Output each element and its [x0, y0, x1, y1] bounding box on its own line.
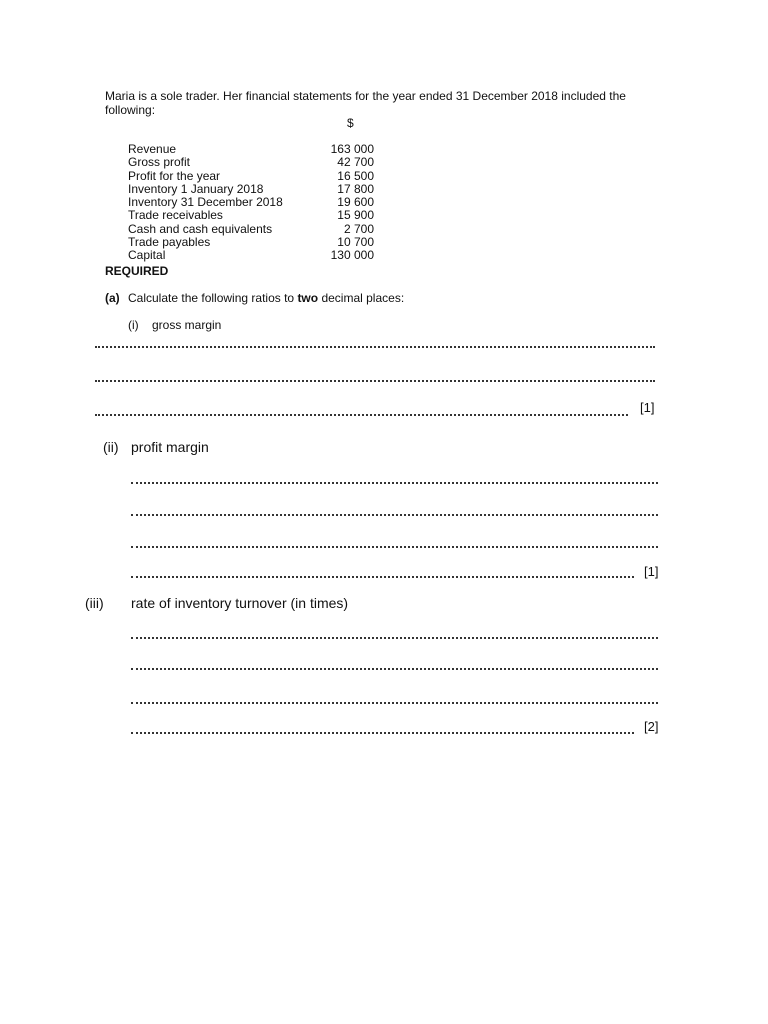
statement-label: Trade receivables	[128, 208, 223, 223]
statement-label: Profit for the year	[128, 168, 221, 183]
statement-label: Gross profit	[128, 155, 191, 170]
financial-statement-table	[128, 143, 374, 263]
part-a-text-bold: two	[297, 291, 319, 305]
statement-label: Revenue	[128, 142, 177, 156]
statement-label: Inventory 31 December 2018	[128, 195, 283, 210]
statement-row-gross-profit	[128, 156, 374, 169]
statement-value: 10 700	[337, 235, 374, 250]
question-label: (iii)	[85, 595, 104, 611]
answer-line-iii-1[interactable]	[131, 637, 658, 639]
answer-line-iii-2[interactable]	[131, 668, 658, 670]
question-label: (ii)	[103, 439, 119, 455]
answer-line-ii-2[interactable]	[131, 514, 658, 516]
answer-line-i-1[interactable]	[95, 346, 655, 348]
statement-value: 2 700	[343, 221, 374, 236]
answer-line-ii-1[interactable]	[131, 482, 658, 484]
part-a-text-before: Calculate the following ratios to	[128, 291, 298, 305]
mark-allocation: [1]	[640, 400, 655, 415]
statement-value: 130 000	[330, 248, 374, 263]
statement-value: 163 000	[330, 142, 374, 156]
statement-label: Cash and cash equivalents	[128, 221, 273, 236]
question-text: profit margin	[131, 439, 209, 455]
answer-line-i-3[interactable]	[95, 414, 628, 416]
statement-row-inventory-dec	[128, 196, 374, 209]
question-profit-margin	[103, 439, 209, 455]
statement-row-trade-payables	[128, 236, 374, 249]
statement-value: 19 600	[337, 195, 374, 210]
question-text: rate of inventory turnover (in times)	[131, 595, 349, 611]
statement-value: 15 900	[337, 208, 374, 223]
statement-row-trade-receivables	[128, 209, 374, 222]
part-a-text-after: decimal places:	[318, 291, 405, 305]
statement-value: 17 800	[337, 181, 374, 196]
question-text: gross margin	[152, 318, 222, 332]
currency-header: $	[347, 116, 354, 130]
statement-row-profit-for-year	[128, 170, 374, 183]
mark-allocation: [2]	[644, 719, 659, 734]
answer-line-ii-3[interactable]	[131, 546, 658, 548]
statement-label: Trade payables	[128, 235, 211, 250]
question-inventory-turnover	[85, 595, 348, 611]
statement-row-capital	[128, 249, 374, 262]
answer-line-ii-4[interactable]	[131, 576, 634, 578]
intro-text: Maria is a sole trader. Her financial statements for the year ended 31 December 2018 included the following:	[105, 89, 626, 117]
answer-line-i-2[interactable]	[95, 380, 655, 382]
statement-label: Capital	[128, 248, 166, 263]
question-label: (i)	[128, 318, 139, 332]
statement-value: 42 700	[337, 155, 374, 170]
statement-row-inventory-jan	[128, 183, 374, 196]
statement-row-cash	[128, 223, 374, 236]
answer-line-iii-4[interactable]	[131, 732, 634, 734]
required-heading: REQUIRED	[105, 264, 169, 278]
answer-line-iii-3[interactable]	[131, 702, 658, 704]
question-gross-margin	[128, 318, 221, 332]
mark-allocation: [1]	[644, 564, 659, 579]
statement-value: 16 500	[337, 168, 374, 183]
statement-label: Inventory 1 January 2018	[128, 181, 264, 196]
part-a-label: (a)	[105, 291, 120, 305]
statement-row-revenue	[128, 143, 374, 156]
part-a-instruction	[105, 291, 404, 305]
